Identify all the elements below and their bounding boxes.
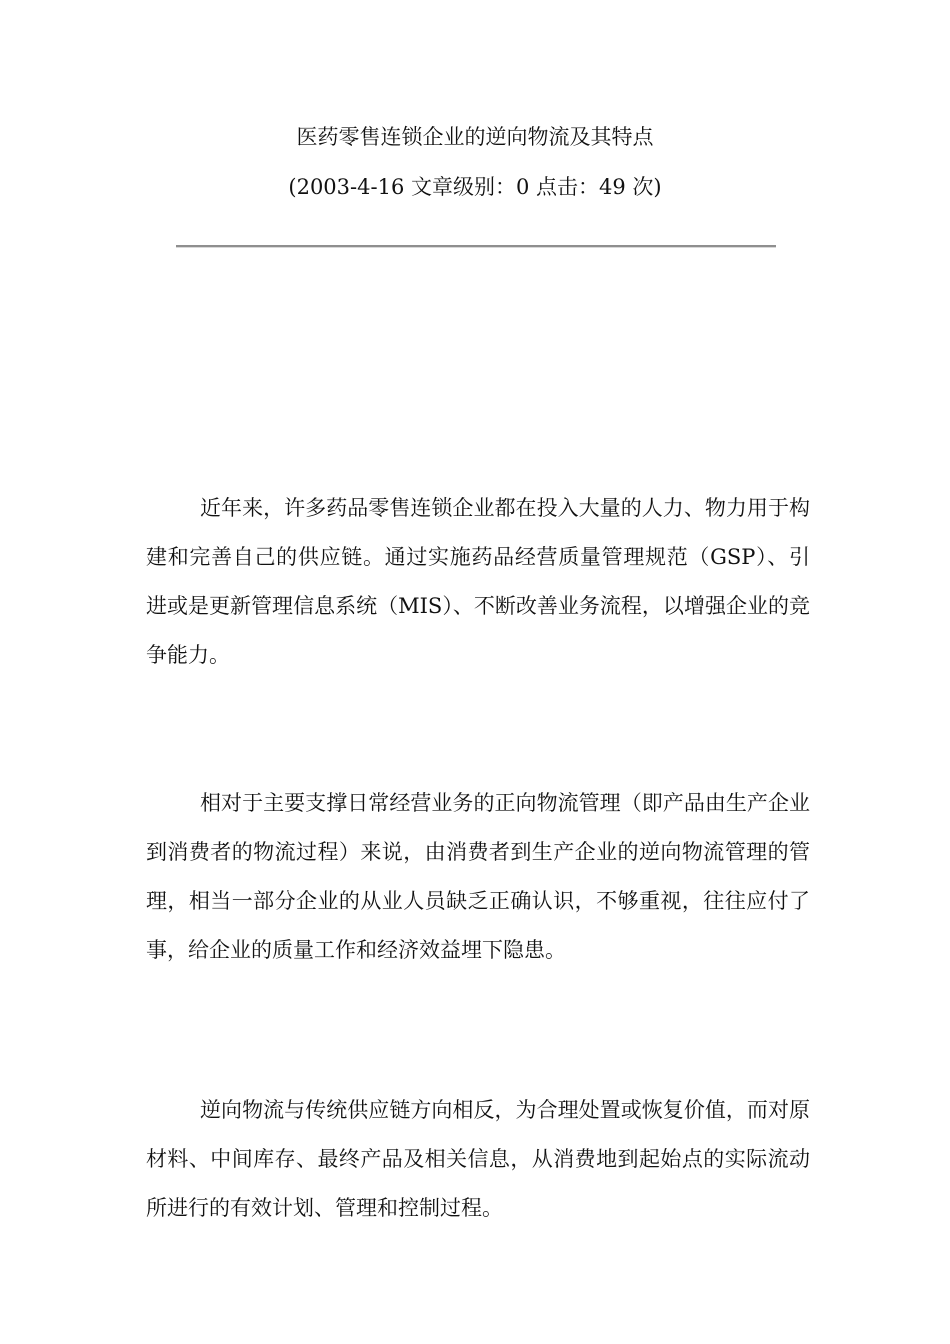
paragraph-3: 逆向物流与传统供应链方向相反，为合理处置或恢复价值，而对原材料、中间库存、最终产品及相关信息，从消费地到起始点的实际流动所进行的有效计划、管理和控制过程。: [146, 1098, 810, 1220]
title-divider: [176, 245, 776, 248]
paragraph-2: 相对于主要支撑日常经营业务的正向物流管理（即产品由生产企业到消费者的物流过程）来说，由消费者到生产企业的逆向物流管理的管理，相当一部分企业的从业人员缺乏正确认识，不够重视，往往应付了事，给企业的质量工作和经济效益埋下隐患。: [146, 791, 810, 962]
article-meta: (2003-4-16 文章级别：0 点击：49 次): [288, 175, 662, 199]
article-title: 医药零售连锁企业的逆向物流及其特点: [296, 125, 654, 149]
paragraph-1: 近年来，许多药品零售连锁企业都在投入大量的人力、物力用于构建和完善自己的供应链。通过实施药品经营质量管理规范（GSP）、引进或是更新管理信息系统（MIS）、不断改善业务流程，以增强企业的竞争能力。: [146, 496, 810, 667]
